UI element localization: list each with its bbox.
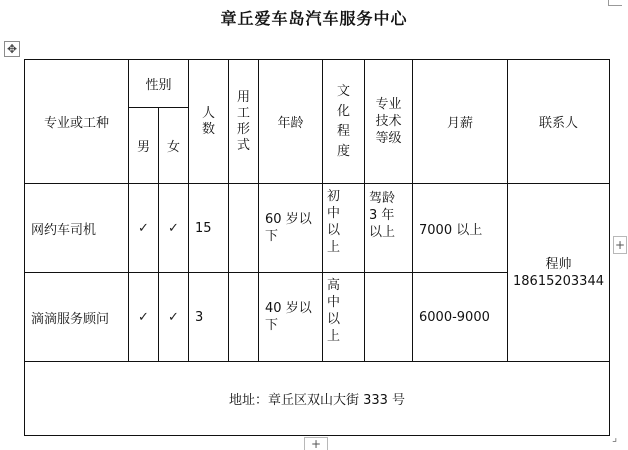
- header-education-text: 文化程度: [337, 83, 351, 159]
- employment-type-cell: [229, 184, 259, 273]
- page-corner-mark: [608, 0, 622, 6]
- header-age: 年龄: [259, 60, 323, 184]
- education-text: 高中以上: [327, 278, 341, 344]
- skill-level-cell: [365, 273, 413, 362]
- move-arrows-icon[interactable]: ✥: [4, 41, 20, 57]
- age-cell: 40 岁以下: [259, 273, 323, 362]
- contact-cell: [508, 184, 610, 362]
- age-cell: 60 岁以下: [259, 184, 323, 273]
- contact-phone: 18615203344: [513, 273, 604, 289]
- header-education: [323, 60, 365, 184]
- male-check-cell: ✓: [129, 184, 159, 273]
- salary-cell: 7000 以上: [413, 184, 508, 273]
- resize-corner-icon[interactable]: ⌟: [612, 431, 618, 444]
- education-cell: [323, 273, 365, 362]
- contact-name: 程帅: [545, 256, 572, 272]
- header-gender: 性别: [129, 60, 189, 108]
- female-check-cell: ✓: [159, 273, 189, 362]
- plus-icon[interactable]: +: [304, 437, 328, 450]
- header-employment-type-text: 用工形式: [237, 89, 251, 153]
- header-row: [25, 60, 610, 108]
- recruitment-table: [24, 59, 610, 436]
- table-row: [25, 184, 610, 273]
- header-count-text: 人数: [202, 105, 216, 137]
- plus-icon[interactable]: +: [614, 238, 626, 252]
- header-employment-type: [229, 60, 259, 184]
- male-check-cell: ✓: [129, 273, 159, 362]
- header-male: 男: [129, 108, 159, 184]
- header-skill-level: [365, 60, 413, 184]
- education-cell: [323, 184, 365, 273]
- document-title: 章丘爱车岛汽车服务中心: [220, 9, 408, 28]
- job-cell: 滴滴服务顾问: [25, 273, 129, 362]
- education-text: 初中以上: [327, 189, 341, 255]
- header-salary: 月薪: [413, 60, 508, 184]
- skill-level-text: 驾龄 3 年以上: [369, 191, 396, 240]
- header-female: 女: [159, 108, 189, 184]
- female-check-cell: ✓: [159, 184, 189, 273]
- header-count: [189, 60, 229, 184]
- header-job: 专业或工种: [25, 60, 129, 184]
- count-cell: 3: [189, 273, 229, 362]
- count-cell: 15: [189, 184, 229, 273]
- header-contact: 联系人: [508, 60, 610, 184]
- employment-type-cell: [229, 273, 259, 362]
- address-cell: 地址：章丘区双山大街 333 号: [25, 362, 610, 436]
- job-cell: 网约车司机: [25, 184, 129, 273]
- skill-level-cell: [365, 184, 413, 273]
- salary-cell: 6000-9000: [413, 273, 508, 362]
- header-skill-level-text: 专业技术等级: [375, 97, 402, 146]
- footer-row: [25, 362, 610, 436]
